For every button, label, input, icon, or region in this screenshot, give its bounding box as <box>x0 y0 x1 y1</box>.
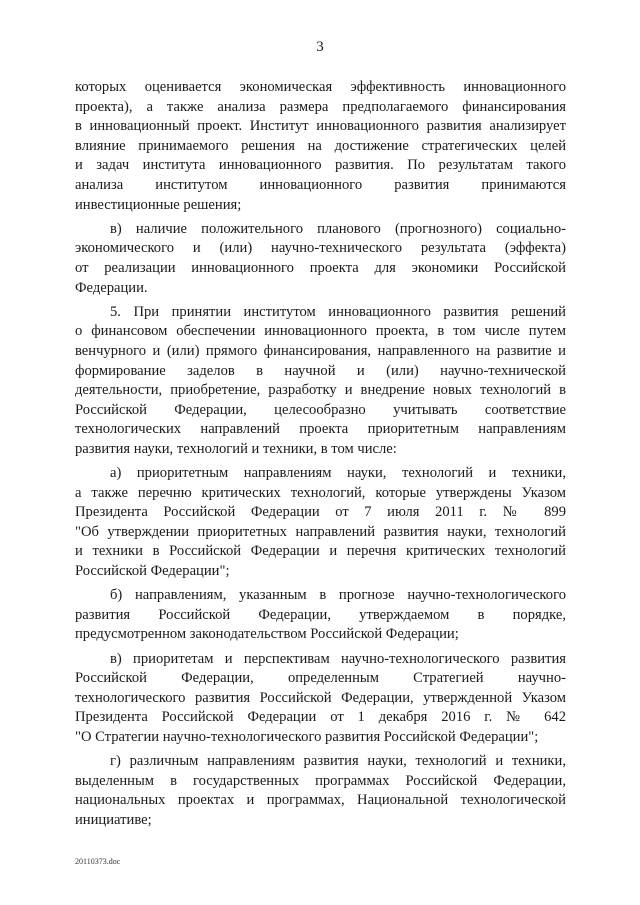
text-line: экономического и (или) научно-технического результата (эффекта) <box>75 240 566 257</box>
text-line: Федерации. <box>75 279 148 296</box>
text-line: и техники в Российской Федерации и перечня критических технологий <box>75 543 566 560</box>
text-line: предусмотренном законодательством Российской Федерации; <box>75 626 459 643</box>
text-line: а также перечню критических технологий, которые утверждены Указом <box>75 484 566 501</box>
text-line: технологических направлений проекта приоритетным направлениям <box>75 421 566 438</box>
text-line: и задач института инновационного развития. По результатам такого <box>75 157 566 174</box>
text-line: 5. При принятии институтом инновационного развития решений <box>110 303 566 320</box>
text-line: деятельности, приобретение, разработку и внедрение новых технологий в <box>75 382 566 399</box>
text-line: Российской Федерации, целесообразно учитывать соответствие <box>75 401 566 418</box>
text-line: "Об утверждении приоритетных направлений развития науки, технологий <box>75 523 566 540</box>
text-line: в) наличие положительного планового (прогнозного) социально- <box>110 220 566 237</box>
text-line: "О Стратегии научно-технологического развития Российской Федерации"; <box>75 729 539 745</box>
text-line: технологического развития Российской Федерации, утвержденной Указом <box>75 689 566 706</box>
text-line: которых оценивается экономическая эффективность инновационного <box>75 79 566 95</box>
document-code: 20110373.doc <box>75 857 121 866</box>
text-line: о финансовом обеспечении инновационного проекта, в том числе путем <box>75 323 566 340</box>
text-line: анализа институтом инновационного развития принимаются <box>75 176 566 193</box>
text-line: венчурного и (или) прямого финансирования, направленного на развитие и <box>75 342 566 359</box>
text-line: развития науки, технологий и техники, в том числе: <box>75 440 397 457</box>
text-line: проекта), а также анализа размера предполагаемого финансирования <box>75 98 566 115</box>
text-line: инициативе; <box>75 812 152 828</box>
text-line: от реализации инновационного проекта для экономики Российской <box>75 259 566 276</box>
text-line: а) приоритетным направлениям науки, технологий и техники, <box>110 465 566 482</box>
page-number: 3 <box>316 39 324 55</box>
text-line: инвестиционные решения; <box>75 196 242 213</box>
text-line: национальных проектах и программах, Национальной технологической <box>75 792 566 809</box>
text-line: в) приоритетам и перспективам научно-технологического развития <box>110 650 566 667</box>
text-line: формирование заделов в научной и (или) научно-технической <box>75 362 566 379</box>
text-line: Президента Российской Федерации от 1 декабря 2016 г. № 642 <box>75 709 566 726</box>
text-line: Президента Российской Федерации от 7 июля 2011 г. № 899 <box>75 504 566 521</box>
text-line: б) направлениям, указанным в прогнозе научно-технологического <box>110 587 566 604</box>
text-line: влияние принимаемого решения на достижение стратегических целей <box>75 137 566 154</box>
text-line: развития Российской Федерации, утверждаемом в порядке, <box>75 606 566 623</box>
text-line: в инновационный проект. Институт инновационного развития анализирует <box>75 118 566 135</box>
text-line: Российской Федерации, определенным Стратегией научно- <box>75 670 566 687</box>
text-line: Российской Федерации"; <box>75 563 230 579</box>
text-line: г) различным направлениям развития науки, технологий и техники, <box>110 753 566 770</box>
text-line: выделенным в государственных программах Российской Федерации, <box>75 772 566 789</box>
